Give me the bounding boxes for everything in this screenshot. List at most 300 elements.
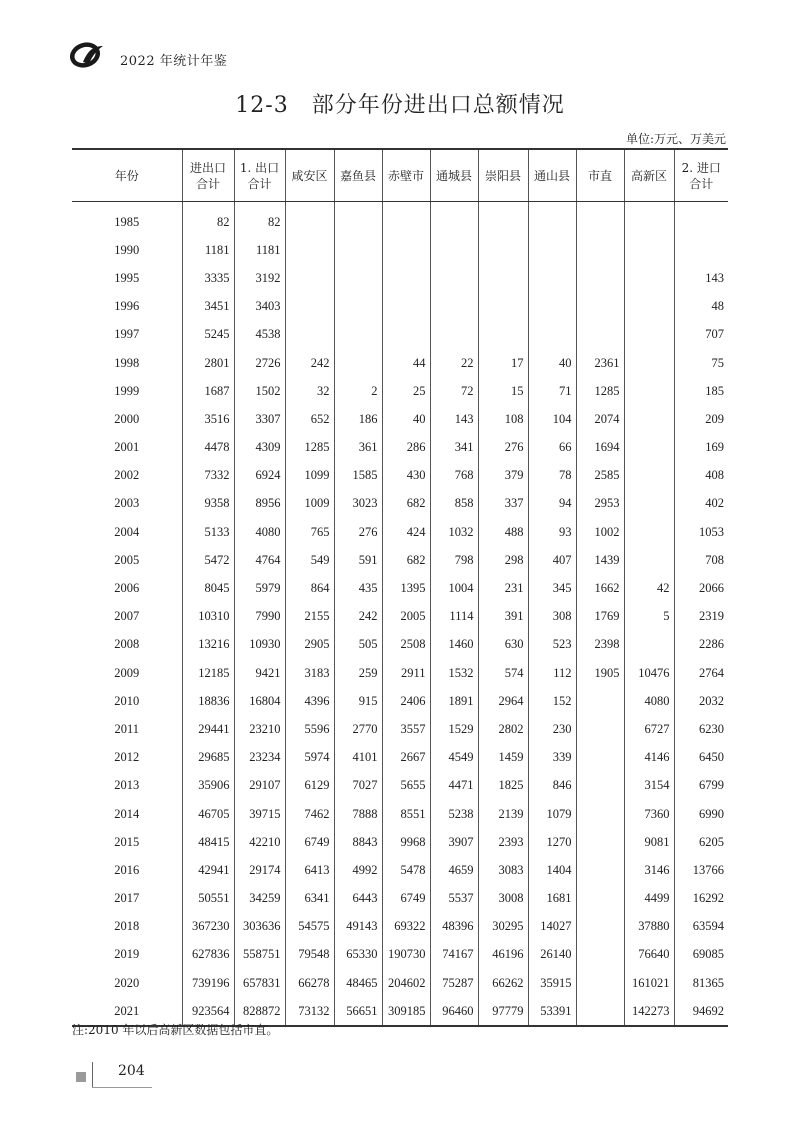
value-cell: 8956 xyxy=(234,490,285,518)
value-cell: 39715 xyxy=(234,800,285,828)
value-cell: 407 xyxy=(528,546,576,574)
column-header-line2: 合计 xyxy=(195,176,220,191)
year-cell: 2010 xyxy=(114,693,140,708)
column-header xyxy=(72,149,182,202)
value-cell: 1079 xyxy=(528,800,576,828)
year-cell: 1998 xyxy=(114,355,140,370)
value-cell xyxy=(334,202,382,237)
value-cell xyxy=(576,772,624,800)
value-cell xyxy=(624,293,674,321)
value-cell: 2964 xyxy=(478,687,528,715)
column-header xyxy=(674,149,728,202)
value-cell: 2032 xyxy=(674,687,728,715)
value-cell: 402 xyxy=(674,490,728,518)
value-cell xyxy=(285,202,334,237)
value-cell: 230 xyxy=(528,715,576,743)
value-cell: 558751 xyxy=(234,941,285,969)
value-cell: 14027 xyxy=(528,913,576,941)
value-cell xyxy=(430,202,478,237)
value-cell xyxy=(576,687,624,715)
value-cell: 367230 xyxy=(182,913,234,941)
value-cell: 50551 xyxy=(182,885,234,913)
year-cell: 2017 xyxy=(114,891,140,906)
value-cell: 308 xyxy=(528,603,576,631)
table-row xyxy=(72,715,728,743)
value-cell xyxy=(334,293,382,321)
value-cell: 1285 xyxy=(576,377,624,405)
value-cell xyxy=(624,264,674,292)
value-cell: 2911 xyxy=(382,659,430,687)
table-row xyxy=(72,856,728,884)
value-cell: 15 xyxy=(478,377,528,405)
value-cell: 161021 xyxy=(624,969,674,997)
value-cell: 78 xyxy=(528,462,576,490)
value-cell: 3335 xyxy=(182,264,234,292)
value-cell: 5472 xyxy=(182,546,234,574)
value-cell: 5 xyxy=(624,603,674,631)
value-cell: 35915 xyxy=(528,969,576,997)
value-cell: 341 xyxy=(430,434,478,462)
value-cell: 430 xyxy=(382,462,430,490)
value-cell xyxy=(382,321,430,349)
value-cell: 16804 xyxy=(234,687,285,715)
value-cell: 391 xyxy=(478,603,528,631)
value-cell: 1459 xyxy=(478,744,528,772)
value-cell: 768 xyxy=(430,462,478,490)
year-cell: 2020 xyxy=(114,975,140,990)
value-cell: 574 xyxy=(478,659,528,687)
value-cell: 1181 xyxy=(182,236,234,264)
value-cell: 1905 xyxy=(576,659,624,687)
year-cell: 2011 xyxy=(114,721,140,736)
value-cell: 76640 xyxy=(624,941,674,969)
value-cell: 143 xyxy=(430,405,478,433)
page-number: 204 xyxy=(118,1063,145,1079)
column-header-line1: 高新区 xyxy=(630,168,667,183)
value-cell: 49143 xyxy=(334,913,382,941)
value-cell: 186 xyxy=(334,405,382,433)
value-cell: 82 xyxy=(234,202,285,237)
value-cell xyxy=(478,293,528,321)
value-cell xyxy=(576,997,624,1026)
page-marker-square xyxy=(76,1072,86,1082)
value-cell xyxy=(624,236,674,264)
table-row xyxy=(72,800,728,828)
value-cell: 4080 xyxy=(234,518,285,546)
value-cell: 112 xyxy=(528,659,576,687)
value-cell: 30295 xyxy=(478,913,528,941)
value-cell: 408 xyxy=(674,462,728,490)
value-cell: 37880 xyxy=(624,913,674,941)
value-cell: 591 xyxy=(334,546,382,574)
value-cell: 7888 xyxy=(334,800,382,828)
value-cell: 34259 xyxy=(234,885,285,913)
value-cell xyxy=(334,236,382,264)
value-cell: 4080 xyxy=(624,687,674,715)
year-cell: 1990 xyxy=(114,242,140,257)
value-cell: 2406 xyxy=(382,687,430,715)
year-cell: 2013 xyxy=(114,778,140,793)
value-cell: 4396 xyxy=(285,687,334,715)
value-cell: 864 xyxy=(285,574,334,602)
column-header xyxy=(576,149,624,202)
value-cell xyxy=(430,293,478,321)
value-cell xyxy=(624,434,674,462)
value-cell: 5133 xyxy=(182,518,234,546)
value-cell xyxy=(576,321,624,349)
value-cell: 79548 xyxy=(285,941,334,969)
page-footer-rule xyxy=(92,1087,152,1088)
value-cell xyxy=(576,856,624,884)
value-cell: 1585 xyxy=(334,462,382,490)
value-cell: 2801 xyxy=(182,349,234,377)
value-cell: 858 xyxy=(430,490,478,518)
value-cell xyxy=(576,969,624,997)
value-cell: 259 xyxy=(334,659,382,687)
value-cell: 915 xyxy=(334,687,382,715)
value-cell: 2393 xyxy=(478,828,528,856)
value-cell: 1687 xyxy=(182,377,234,405)
value-cell: 6990 xyxy=(674,800,728,828)
value-cell: 23234 xyxy=(234,744,285,772)
value-cell: 71 xyxy=(528,377,576,405)
year-cell: 2004 xyxy=(114,524,140,539)
value-cell: 3183 xyxy=(285,659,334,687)
value-cell: 7332 xyxy=(182,462,234,490)
value-cell xyxy=(285,264,334,292)
column-header-line1: 崇阳县 xyxy=(484,168,521,183)
value-cell: 242 xyxy=(285,349,334,377)
value-cell: 276 xyxy=(478,434,528,462)
table-row xyxy=(72,349,728,377)
value-cell: 923564 xyxy=(182,997,234,1026)
value-cell: 152 xyxy=(528,687,576,715)
value-cell: 3557 xyxy=(382,715,430,743)
value-cell: 1009 xyxy=(285,490,334,518)
column-header-line1: 嘉鱼县 xyxy=(339,168,376,183)
value-cell xyxy=(624,631,674,659)
value-cell xyxy=(528,236,576,264)
value-cell: 75 xyxy=(674,349,728,377)
value-cell: 828872 xyxy=(234,997,285,1026)
value-cell: 6129 xyxy=(285,772,334,800)
value-cell xyxy=(576,800,624,828)
value-cell xyxy=(674,236,728,264)
value-cell: 435 xyxy=(334,574,382,602)
value-cell: 1529 xyxy=(430,715,478,743)
value-cell: 523 xyxy=(528,631,576,659)
table-title: 12-3 部分年份进出口总额情况 xyxy=(235,93,565,118)
value-cell xyxy=(576,293,624,321)
value-cell: 4499 xyxy=(624,885,674,913)
value-cell: 298 xyxy=(478,546,528,574)
value-cell: 42 xyxy=(624,574,674,602)
value-cell: 1662 xyxy=(576,574,624,602)
value-cell xyxy=(624,321,674,349)
column-header xyxy=(182,149,234,202)
column-header-line1: 通城县 xyxy=(435,168,472,183)
value-cell: 1769 xyxy=(576,603,624,631)
value-cell: 54575 xyxy=(285,913,334,941)
year-cell: 2007 xyxy=(114,609,140,624)
column-header-line1: 通山县 xyxy=(533,168,570,183)
value-cell: 765 xyxy=(285,518,334,546)
value-cell: 204602 xyxy=(382,969,430,997)
value-cell: 3192 xyxy=(234,264,285,292)
value-cell: 2361 xyxy=(576,349,624,377)
value-cell: 9081 xyxy=(624,828,674,856)
column-header xyxy=(285,149,334,202)
value-cell: 1395 xyxy=(382,574,430,602)
value-cell: 309185 xyxy=(382,997,430,1026)
value-cell: 40 xyxy=(382,405,430,433)
value-cell: 2667 xyxy=(382,744,430,772)
value-cell xyxy=(478,236,528,264)
table-header xyxy=(72,149,728,202)
value-cell: 6205 xyxy=(674,828,728,856)
value-cell: 4538 xyxy=(234,321,285,349)
year-cell: 1996 xyxy=(114,299,140,314)
value-cell: 2508 xyxy=(382,631,430,659)
year-cell: 2008 xyxy=(114,637,140,652)
year-cell: 1985 xyxy=(114,214,140,229)
value-cell: 46705 xyxy=(182,800,234,828)
value-cell: 35906 xyxy=(182,772,234,800)
value-cell: 4478 xyxy=(182,434,234,462)
table-row xyxy=(72,321,728,349)
value-cell: 2155 xyxy=(285,603,334,631)
value-cell: 65330 xyxy=(334,941,382,969)
column-header xyxy=(624,149,674,202)
column-header xyxy=(234,149,285,202)
value-cell: 169 xyxy=(674,434,728,462)
value-cell xyxy=(576,715,624,743)
value-cell: 3023 xyxy=(334,490,382,518)
value-cell: 17 xyxy=(478,349,528,377)
value-cell: 72 xyxy=(430,377,478,405)
column-header-line1: 年份 xyxy=(114,168,139,183)
value-cell: 303636 xyxy=(234,913,285,941)
value-cell xyxy=(528,202,576,237)
value-cell: 5245 xyxy=(182,321,234,349)
value-cell: 66 xyxy=(528,434,576,462)
value-cell: 63594 xyxy=(674,913,728,941)
value-cell: 4549 xyxy=(430,744,478,772)
value-cell: 1032 xyxy=(430,518,478,546)
value-cell: 4659 xyxy=(430,856,478,884)
table-body xyxy=(72,202,728,1027)
value-cell: 4101 xyxy=(334,744,382,772)
year-cell: 2005 xyxy=(114,552,140,567)
year-cell: 2021 xyxy=(72,997,182,1026)
table-row xyxy=(72,546,728,574)
year-cell: 1999 xyxy=(114,383,140,398)
value-cell: 104 xyxy=(528,405,576,433)
year-cell: 2001 xyxy=(114,440,140,455)
value-cell: 6443 xyxy=(334,885,382,913)
value-cell: 22 xyxy=(430,349,478,377)
value-cell: 3451 xyxy=(182,293,234,321)
value-cell: 9968 xyxy=(382,828,430,856)
value-cell xyxy=(576,202,624,237)
value-cell: 6230 xyxy=(674,715,728,743)
value-cell: 75287 xyxy=(430,969,478,997)
value-cell: 2319 xyxy=(674,603,728,631)
value-cell: 2585 xyxy=(576,462,624,490)
value-cell: 2770 xyxy=(334,715,382,743)
value-cell: 42210 xyxy=(234,828,285,856)
value-cell: 2953 xyxy=(576,490,624,518)
value-cell: 108 xyxy=(478,405,528,433)
value-cell xyxy=(285,321,334,349)
value-cell: 286 xyxy=(382,434,430,462)
value-cell: 1002 xyxy=(576,518,624,546)
value-cell xyxy=(624,349,674,377)
value-cell xyxy=(382,293,430,321)
year-cell: 2018 xyxy=(114,919,140,934)
column-header-line1: 进出口 xyxy=(189,160,226,175)
value-cell: 708 xyxy=(674,546,728,574)
value-cell: 6924 xyxy=(234,462,285,490)
value-cell: 26140 xyxy=(528,941,576,969)
value-cell: 9421 xyxy=(234,659,285,687)
value-cell: 48415 xyxy=(182,828,234,856)
value-cell: 48396 xyxy=(430,913,478,941)
table-row xyxy=(72,202,728,237)
value-cell: 242 xyxy=(334,603,382,631)
value-cell: 3154 xyxy=(624,772,674,800)
value-cell xyxy=(334,321,382,349)
value-cell: 2005 xyxy=(382,603,430,631)
value-cell: 339 xyxy=(528,744,576,772)
value-cell xyxy=(528,264,576,292)
value-cell: 5478 xyxy=(382,856,430,884)
value-cell: 2398 xyxy=(576,631,624,659)
table-row xyxy=(72,969,728,997)
value-cell: 549 xyxy=(285,546,334,574)
value-cell: 16292 xyxy=(674,885,728,913)
value-cell: 337 xyxy=(478,490,528,518)
value-cell: 1053 xyxy=(674,518,728,546)
value-cell: 81365 xyxy=(674,969,728,997)
table-row xyxy=(72,264,728,292)
value-cell: 1460 xyxy=(430,631,478,659)
value-cell: 46196 xyxy=(478,941,528,969)
value-cell: 2726 xyxy=(234,349,285,377)
value-cell: 143 xyxy=(674,264,728,292)
value-cell xyxy=(528,293,576,321)
value-cell xyxy=(430,264,478,292)
value-cell xyxy=(624,518,674,546)
table-row xyxy=(72,293,728,321)
value-cell: 3008 xyxy=(478,885,528,913)
value-cell: 6450 xyxy=(674,744,728,772)
value-cell: 48465 xyxy=(334,969,382,997)
value-cell xyxy=(576,913,624,941)
value-cell: 73132 xyxy=(285,997,334,1026)
value-cell: 4146 xyxy=(624,744,674,772)
value-cell: 1694 xyxy=(576,434,624,462)
value-cell: 3403 xyxy=(234,293,285,321)
value-cell xyxy=(382,236,430,264)
value-cell: 1181 xyxy=(234,236,285,264)
value-cell: 18836 xyxy=(182,687,234,715)
year-cell: 2019 xyxy=(114,947,140,962)
value-cell: 3907 xyxy=(430,828,478,856)
value-cell: 682 xyxy=(382,490,430,518)
table-row xyxy=(72,659,728,687)
value-cell: 97779 xyxy=(478,997,528,1026)
value-cell: 4471 xyxy=(430,772,478,800)
value-cell xyxy=(624,490,674,518)
value-cell: 627836 xyxy=(182,941,234,969)
value-cell: 94692 xyxy=(674,997,728,1026)
value-cell: 29441 xyxy=(182,715,234,743)
table-row xyxy=(72,518,728,546)
table-row xyxy=(72,405,728,433)
value-cell: 361 xyxy=(334,434,382,462)
value-cell: 93 xyxy=(528,518,576,546)
year-cell: 2000 xyxy=(114,411,140,426)
value-cell: 488 xyxy=(478,518,528,546)
value-cell xyxy=(478,264,528,292)
column-header-line1: 咸安区 xyxy=(291,168,328,183)
value-cell: 231 xyxy=(478,574,528,602)
value-cell: 2 xyxy=(334,377,382,405)
value-cell: 10930 xyxy=(234,631,285,659)
value-cell: 53391 xyxy=(528,997,576,1026)
value-cell: 6799 xyxy=(674,772,728,800)
value-cell xyxy=(624,405,674,433)
value-cell: 25 xyxy=(382,377,430,405)
value-cell: 707 xyxy=(674,321,728,349)
table-row xyxy=(72,913,728,941)
value-cell xyxy=(576,264,624,292)
value-cell: 2286 xyxy=(674,631,728,659)
table-row xyxy=(72,687,728,715)
value-cell: 8843 xyxy=(334,828,382,856)
value-cell: 29107 xyxy=(234,772,285,800)
column-header-line1: 赤壁市 xyxy=(387,168,424,183)
value-cell: 1891 xyxy=(430,687,478,715)
value-cell: 13766 xyxy=(674,856,728,884)
value-cell: 6749 xyxy=(382,885,430,913)
value-cell: 66278 xyxy=(285,969,334,997)
year-cell: 2003 xyxy=(114,496,140,511)
value-cell: 6413 xyxy=(285,856,334,884)
value-cell: 739196 xyxy=(182,969,234,997)
value-cell: 29174 xyxy=(234,856,285,884)
value-cell xyxy=(624,377,674,405)
value-cell: 190730 xyxy=(382,941,430,969)
unit-label: 单位:万元、万美元 xyxy=(625,132,726,146)
year-cell: 2002 xyxy=(114,468,140,483)
year-cell: 2006 xyxy=(114,581,140,596)
table-row xyxy=(72,462,728,490)
value-cell: 8045 xyxy=(182,574,234,602)
value-cell: 6341 xyxy=(285,885,334,913)
value-cell: 3146 xyxy=(624,856,674,884)
table-row xyxy=(72,885,728,913)
table-row xyxy=(72,603,728,631)
value-cell: 40 xyxy=(528,349,576,377)
value-cell: 4764 xyxy=(234,546,285,574)
value-cell: 29685 xyxy=(182,744,234,772)
value-cell: 276 xyxy=(334,518,382,546)
value-cell xyxy=(285,236,334,264)
value-cell: 44 xyxy=(382,349,430,377)
value-cell: 6727 xyxy=(624,715,674,743)
